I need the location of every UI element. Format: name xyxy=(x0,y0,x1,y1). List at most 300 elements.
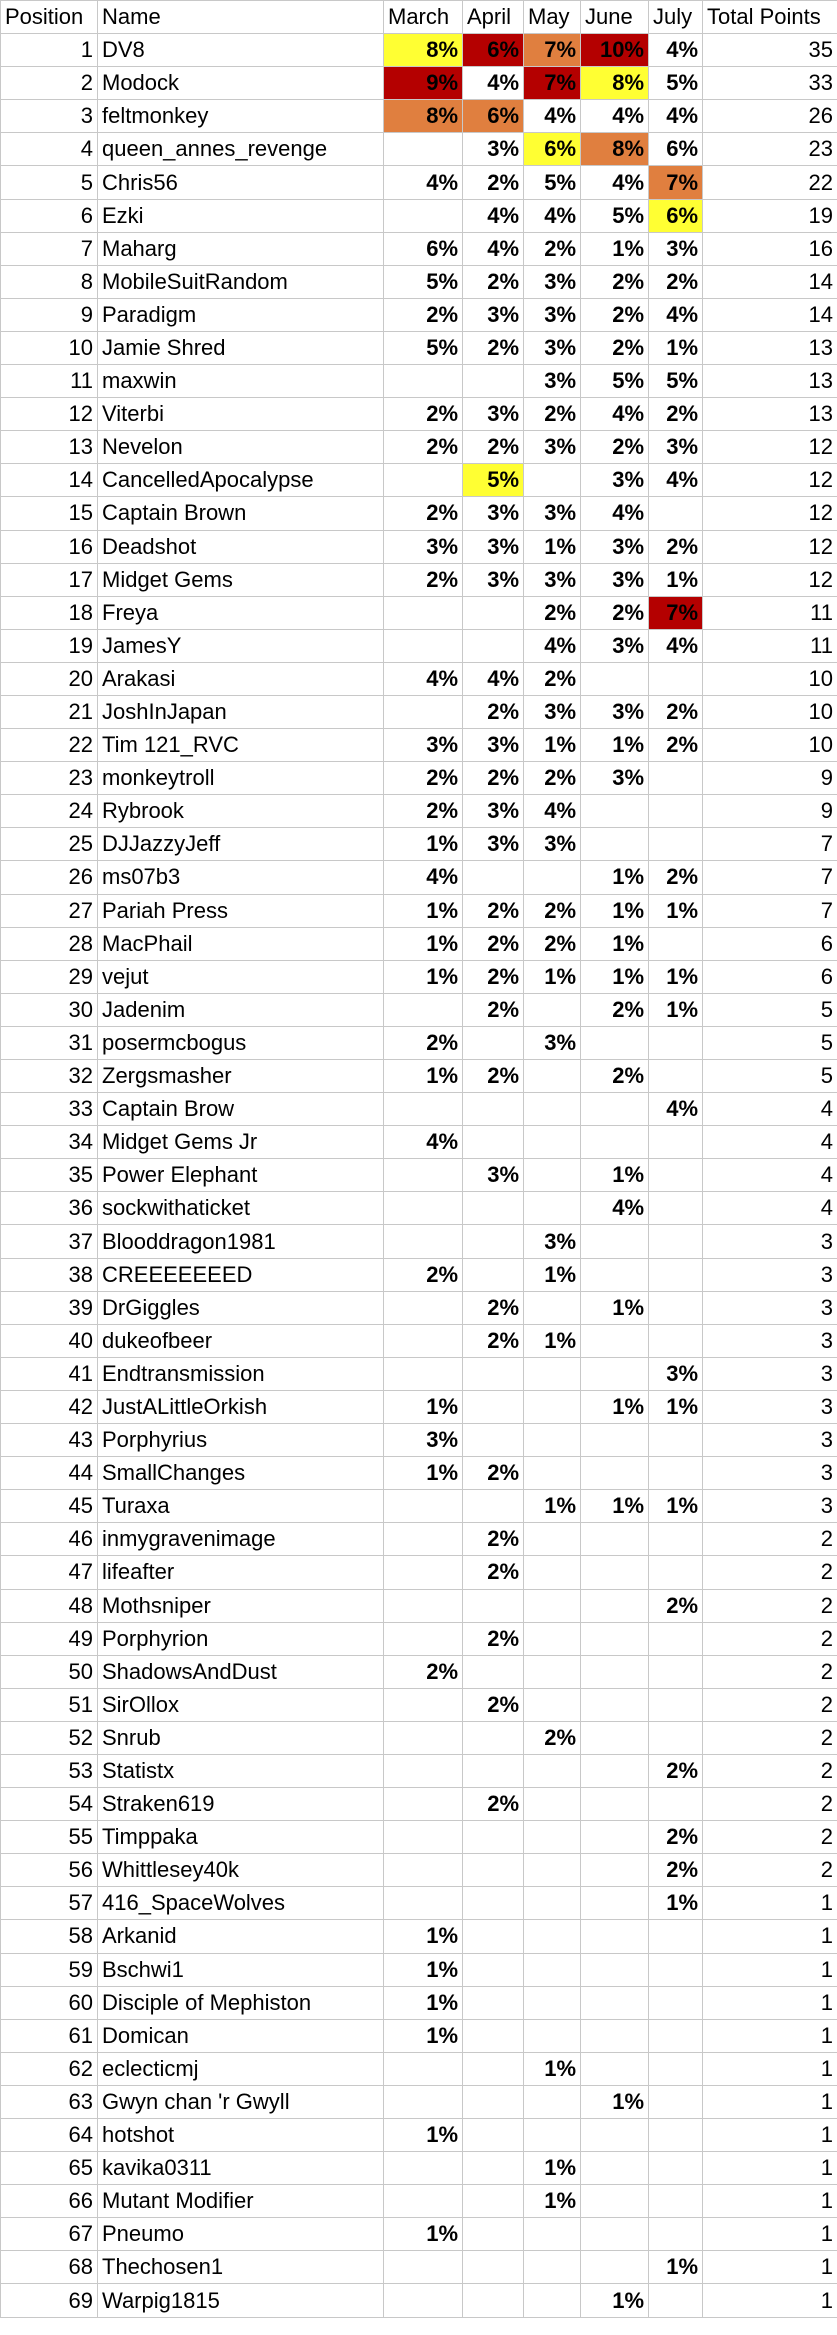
cell-march[interactable] xyxy=(384,1754,463,1787)
cell-april[interactable]: 3% xyxy=(463,298,524,331)
cell-june[interactable] xyxy=(581,1655,649,1688)
cell-name[interactable]: monkeytroll xyxy=(98,762,384,795)
cell-position[interactable]: 39 xyxy=(1,1291,98,1324)
cell-position[interactable]: 20 xyxy=(1,662,98,695)
cell-may[interactable]: 3% xyxy=(524,1225,581,1258)
cell-july[interactable] xyxy=(649,1291,703,1324)
cell-may[interactable]: 5% xyxy=(524,166,581,199)
cell-name[interactable]: eclecticmj xyxy=(98,2052,384,2085)
cell-march[interactable]: 1% xyxy=(384,828,463,861)
cell-position[interactable]: 24 xyxy=(1,795,98,828)
cell-april[interactable] xyxy=(463,2251,524,2284)
cell-july[interactable] xyxy=(649,1622,703,1655)
cell-april[interactable] xyxy=(463,2185,524,2218)
cell-position[interactable]: 45 xyxy=(1,1490,98,1523)
cell-total-points[interactable]: 5 xyxy=(703,993,837,1026)
cell-march[interactable] xyxy=(384,1324,463,1357)
cell-july[interactable]: 2% xyxy=(649,729,703,762)
cell-may[interactable] xyxy=(524,1887,581,1920)
cell-march[interactable]: 3% xyxy=(384,1424,463,1457)
cell-july[interactable]: 2% xyxy=(649,1589,703,1622)
cell-july[interactable]: 5% xyxy=(649,365,703,398)
cell-name[interactable]: DrGiggles xyxy=(98,1291,384,1324)
cell-name[interactable]: ms07b3 xyxy=(98,861,384,894)
cell-april[interactable]: 6% xyxy=(463,34,524,67)
cell-march[interactable] xyxy=(384,1622,463,1655)
cell-april[interactable]: 6% xyxy=(463,100,524,133)
cell-june[interactable] xyxy=(581,2019,649,2052)
cell-may[interactable]: 2% xyxy=(524,398,581,431)
cell-total-points[interactable]: 3 xyxy=(703,1457,837,1490)
cell-total-points[interactable]: 1 xyxy=(703,1953,837,1986)
cell-march[interactable] xyxy=(384,464,463,497)
cell-july[interactable] xyxy=(649,1655,703,1688)
cell-june[interactable] xyxy=(581,2119,649,2152)
cell-position[interactable]: 52 xyxy=(1,1721,98,1754)
cell-name[interactable]: Warpig1815 xyxy=(98,2284,384,2317)
cell-total-points[interactable]: 2 xyxy=(703,1754,837,1787)
cell-june[interactable]: 1% xyxy=(581,960,649,993)
cell-june[interactable]: 1% xyxy=(581,894,649,927)
cell-position[interactable]: 43 xyxy=(1,1424,98,1457)
cell-march[interactable]: 5% xyxy=(384,331,463,364)
cell-name[interactable]: Turaxa xyxy=(98,1490,384,1523)
cell-july[interactable]: 6% xyxy=(649,133,703,166)
cell-april[interactable] xyxy=(463,1490,524,1523)
cell-name[interactable]: dukeofbeer xyxy=(98,1324,384,1357)
cell-may[interactable]: 1% xyxy=(524,960,581,993)
cell-position[interactable]: 1 xyxy=(1,34,98,67)
cell-may[interactable]: 3% xyxy=(524,497,581,530)
cell-position[interactable]: 22 xyxy=(1,729,98,762)
cell-april[interactable]: 3% xyxy=(463,1159,524,1192)
cell-july[interactable] xyxy=(649,1457,703,1490)
cell-may[interactable]: 2% xyxy=(524,1721,581,1754)
cell-june[interactable] xyxy=(581,1589,649,1622)
header-position[interactable]: Position xyxy=(1,1,98,34)
cell-june[interactable] xyxy=(581,1093,649,1126)
cell-march[interactable]: 5% xyxy=(384,265,463,298)
cell-july[interactable]: 7% xyxy=(649,596,703,629)
cell-june[interactable]: 1% xyxy=(581,232,649,265)
cell-may[interactable]: 2% xyxy=(524,762,581,795)
cell-april[interactable] xyxy=(463,2152,524,2185)
cell-april[interactable] xyxy=(463,1721,524,1754)
cell-july[interactable]: 1% xyxy=(649,563,703,596)
cell-total-points[interactable]: 13 xyxy=(703,365,837,398)
cell-march[interactable]: 2% xyxy=(384,1655,463,1688)
cell-position[interactable]: 9 xyxy=(1,298,98,331)
cell-march[interactable] xyxy=(384,1788,463,1821)
cell-march[interactable] xyxy=(384,1093,463,1126)
cell-july[interactable] xyxy=(649,1258,703,1291)
cell-march[interactable] xyxy=(384,2085,463,2118)
cell-total-points[interactable]: 11 xyxy=(703,596,837,629)
cell-june[interactable]: 5% xyxy=(581,365,649,398)
cell-july[interactable]: 2% xyxy=(649,1821,703,1854)
header-total-points[interactable]: Total Points xyxy=(703,1,837,34)
cell-position[interactable]: 42 xyxy=(1,1390,98,1423)
cell-march[interactable]: 8% xyxy=(384,100,463,133)
cell-total-points[interactable]: 13 xyxy=(703,331,837,364)
cell-name[interactable]: vejut xyxy=(98,960,384,993)
cell-may[interactable] xyxy=(524,2085,581,2118)
cell-may[interactable]: 3% xyxy=(524,298,581,331)
cell-name[interactable]: Power Elephant xyxy=(98,1159,384,1192)
cell-total-points[interactable]: 2 xyxy=(703,1788,837,1821)
cell-april[interactable]: 5% xyxy=(463,464,524,497)
cell-may[interactable] xyxy=(524,1390,581,1423)
cell-name[interactable]: Straken619 xyxy=(98,1788,384,1821)
cell-position[interactable]: 49 xyxy=(1,1622,98,1655)
cell-name[interactable]: Bschwi1 xyxy=(98,1953,384,1986)
cell-name[interactable]: Rybrook xyxy=(98,795,384,828)
cell-april[interactable] xyxy=(463,1357,524,1390)
cell-total-points[interactable]: 2 xyxy=(703,1854,837,1887)
cell-march[interactable]: 6% xyxy=(384,232,463,265)
cell-march[interactable]: 1% xyxy=(384,1457,463,1490)
cell-july[interactable]: 2% xyxy=(649,861,703,894)
cell-april[interactable]: 2% xyxy=(463,1788,524,1821)
cell-total-points[interactable]: 1 xyxy=(703,2119,837,2152)
cell-may[interactable]: 3% xyxy=(524,431,581,464)
cell-march[interactable]: 1% xyxy=(384,2019,463,2052)
cell-position[interactable]: 13 xyxy=(1,431,98,464)
cell-may[interactable] xyxy=(524,1589,581,1622)
cell-total-points[interactable]: 3 xyxy=(703,1291,837,1324)
cell-may[interactable]: 3% xyxy=(524,265,581,298)
cell-april[interactable]: 2% xyxy=(463,1324,524,1357)
cell-may[interactable]: 2% xyxy=(524,894,581,927)
cell-april[interactable]: 2% xyxy=(463,695,524,728)
cell-name[interactable]: Captain Brow xyxy=(98,1093,384,1126)
cell-march[interactable] xyxy=(384,1688,463,1721)
cell-name[interactable]: Viterbi xyxy=(98,398,384,431)
cell-march[interactable]: 2% xyxy=(384,431,463,464)
cell-may[interactable] xyxy=(524,1788,581,1821)
cell-position[interactable]: 46 xyxy=(1,1523,98,1556)
cell-july[interactable] xyxy=(649,2085,703,2118)
cell-june[interactable]: 1% xyxy=(581,2284,649,2317)
cell-june[interactable] xyxy=(581,2052,649,2085)
cell-may[interactable] xyxy=(524,861,581,894)
cell-name[interactable]: MobileSuitRandom xyxy=(98,265,384,298)
cell-position[interactable]: 38 xyxy=(1,1258,98,1291)
cell-july[interactable] xyxy=(649,1688,703,1721)
cell-total-points[interactable]: 2 xyxy=(703,1523,837,1556)
cell-april[interactable] xyxy=(463,1920,524,1953)
header-july[interactable]: July xyxy=(649,1,703,34)
cell-april[interactable]: 3% xyxy=(463,563,524,596)
cell-may[interactable]: 4% xyxy=(524,629,581,662)
cell-total-points[interactable]: 3 xyxy=(703,1390,837,1423)
cell-may[interactable]: 3% xyxy=(524,828,581,861)
cell-april[interactable] xyxy=(463,365,524,398)
cell-may[interactable] xyxy=(524,1192,581,1225)
cell-name[interactable]: JoshInJapan xyxy=(98,695,384,728)
cell-march[interactable]: 2% xyxy=(384,795,463,828)
cell-total-points[interactable]: 7 xyxy=(703,861,837,894)
cell-may[interactable] xyxy=(524,1093,581,1126)
cell-may[interactable]: 4% xyxy=(524,795,581,828)
cell-april[interactable] xyxy=(463,861,524,894)
cell-july[interactable]: 2% xyxy=(649,1854,703,1887)
cell-july[interactable]: 2% xyxy=(649,398,703,431)
cell-april[interactable]: 2% xyxy=(463,1688,524,1721)
cell-name[interactable]: Statistx xyxy=(98,1754,384,1787)
cell-total-points[interactable]: 2 xyxy=(703,1821,837,1854)
cell-may[interactable]: 2% xyxy=(524,927,581,960)
cell-july[interactable] xyxy=(649,2185,703,2218)
cell-may[interactable]: 1% xyxy=(524,729,581,762)
cell-may[interactable] xyxy=(524,1060,581,1093)
cell-position[interactable]: 41 xyxy=(1,1357,98,1390)
cell-april[interactable]: 3% xyxy=(463,497,524,530)
cell-april[interactable]: 2% xyxy=(463,927,524,960)
cell-position[interactable]: 4 xyxy=(1,133,98,166)
cell-april[interactable] xyxy=(463,1192,524,1225)
cell-march[interactable] xyxy=(384,596,463,629)
cell-march[interactable] xyxy=(384,1854,463,1887)
cell-march[interactable] xyxy=(384,1159,463,1192)
cell-position[interactable]: 44 xyxy=(1,1457,98,1490)
cell-march[interactable]: 1% xyxy=(384,2119,463,2152)
cell-june[interactable] xyxy=(581,2251,649,2284)
cell-june[interactable]: 2% xyxy=(581,298,649,331)
cell-name[interactable]: Domican xyxy=(98,2019,384,2052)
cell-april[interactable] xyxy=(463,1953,524,1986)
cell-total-points[interactable]: 3 xyxy=(703,1225,837,1258)
cell-july[interactable] xyxy=(649,1324,703,1357)
cell-total-points[interactable]: 9 xyxy=(703,795,837,828)
cell-position[interactable]: 53 xyxy=(1,1754,98,1787)
cell-position[interactable]: 61 xyxy=(1,2019,98,2052)
cell-total-points[interactable]: 2 xyxy=(703,1721,837,1754)
cell-april[interactable]: 2% xyxy=(463,894,524,927)
cell-may[interactable] xyxy=(524,1754,581,1787)
cell-july[interactable]: 3% xyxy=(649,431,703,464)
header-may[interactable]: May xyxy=(524,1,581,34)
cell-may[interactable] xyxy=(524,1821,581,1854)
cell-july[interactable]: 2% xyxy=(649,530,703,563)
cell-march[interactable]: 1% xyxy=(384,1390,463,1423)
cell-position[interactable]: 59 xyxy=(1,1953,98,1986)
cell-april[interactable]: 3% xyxy=(463,795,524,828)
cell-march[interactable]: 4% xyxy=(384,861,463,894)
cell-june[interactable] xyxy=(581,2152,649,2185)
cell-position[interactable]: 68 xyxy=(1,2251,98,2284)
cell-position[interactable]: 62 xyxy=(1,2052,98,2085)
cell-total-points[interactable]: 7 xyxy=(703,828,837,861)
cell-march[interactable]: 2% xyxy=(384,1026,463,1059)
cell-position[interactable]: 47 xyxy=(1,1556,98,1589)
cell-june[interactable] xyxy=(581,1556,649,1589)
cell-april[interactable]: 4% xyxy=(463,662,524,695)
cell-march[interactable] xyxy=(384,199,463,232)
cell-june[interactable] xyxy=(581,1887,649,1920)
cell-total-points[interactable]: 10 xyxy=(703,662,837,695)
cell-june[interactable] xyxy=(581,1920,649,1953)
cell-july[interactable] xyxy=(649,1126,703,1159)
cell-july[interactable] xyxy=(649,828,703,861)
cell-name[interactable]: lifeafter xyxy=(98,1556,384,1589)
cell-may[interactable]: 2% xyxy=(524,232,581,265)
cell-position[interactable]: 17 xyxy=(1,563,98,596)
cell-june[interactable]: 1% xyxy=(581,1291,649,1324)
cell-may[interactable] xyxy=(524,2119,581,2152)
cell-position[interactable]: 21 xyxy=(1,695,98,728)
cell-total-points[interactable]: 5 xyxy=(703,1060,837,1093)
cell-march[interactable]: 1% xyxy=(384,1920,463,1953)
cell-april[interactable] xyxy=(463,1854,524,1887)
cell-position[interactable]: 69 xyxy=(1,2284,98,2317)
cell-total-points[interactable]: 3 xyxy=(703,1324,837,1357)
cell-may[interactable] xyxy=(524,993,581,1026)
cell-may[interactable] xyxy=(524,2284,581,2317)
cell-may[interactable]: 7% xyxy=(524,67,581,100)
cell-april[interactable] xyxy=(463,596,524,629)
cell-july[interactable]: 3% xyxy=(649,1357,703,1390)
cell-may[interactable] xyxy=(524,1457,581,1490)
cell-total-points[interactable]: 2 xyxy=(703,1556,837,1589)
cell-name[interactable]: maxwin xyxy=(98,365,384,398)
cell-name[interactable]: Blooddragon1981 xyxy=(98,1225,384,1258)
cell-position[interactable]: 60 xyxy=(1,1986,98,2019)
cell-march[interactable] xyxy=(384,695,463,728)
cell-may[interactable] xyxy=(524,1523,581,1556)
cell-july[interactable]: 4% xyxy=(649,629,703,662)
cell-june[interactable] xyxy=(581,1225,649,1258)
cell-june[interactable] xyxy=(581,1424,649,1457)
cell-may[interactable]: 1% xyxy=(524,2185,581,2218)
cell-position[interactable]: 57 xyxy=(1,1887,98,1920)
cell-april[interactable]: 4% xyxy=(463,67,524,100)
cell-june[interactable]: 8% xyxy=(581,133,649,166)
cell-june[interactable] xyxy=(581,1854,649,1887)
cell-june[interactable]: 4% xyxy=(581,1192,649,1225)
cell-april[interactable]: 2% xyxy=(463,1291,524,1324)
header-march[interactable]: March xyxy=(384,1,463,34)
cell-total-points[interactable]: 22 xyxy=(703,166,837,199)
cell-april[interactable] xyxy=(463,1225,524,1258)
cell-june[interactable] xyxy=(581,1026,649,1059)
cell-july[interactable] xyxy=(649,497,703,530)
cell-march[interactable] xyxy=(384,2185,463,2218)
cell-july[interactable]: 1% xyxy=(649,993,703,1026)
cell-june[interactable] xyxy=(581,1986,649,2019)
cell-name[interactable]: Tim 121_RVC xyxy=(98,729,384,762)
cell-name[interactable]: Whittlesey40k xyxy=(98,1854,384,1887)
cell-june[interactable]: 1% xyxy=(581,1159,649,1192)
cell-june[interactable] xyxy=(581,1788,649,1821)
cell-may[interactable]: 4% xyxy=(524,199,581,232)
cell-name[interactable]: Freya xyxy=(98,596,384,629)
cell-total-points[interactable]: 1 xyxy=(703,2218,837,2251)
cell-july[interactable]: 4% xyxy=(649,464,703,497)
cell-name[interactable]: CREEEEEEED xyxy=(98,1258,384,1291)
cell-april[interactable] xyxy=(463,2218,524,2251)
cell-may[interactable]: 7% xyxy=(524,34,581,67)
cell-april[interactable] xyxy=(463,1093,524,1126)
cell-may[interactable]: 1% xyxy=(524,1324,581,1357)
cell-position[interactable]: 25 xyxy=(1,828,98,861)
cell-total-points[interactable]: 12 xyxy=(703,563,837,596)
cell-march[interactable]: 4% xyxy=(384,166,463,199)
cell-march[interactable] xyxy=(384,2052,463,2085)
cell-name[interactable]: Paradigm xyxy=(98,298,384,331)
cell-june[interactable]: 3% xyxy=(581,563,649,596)
cell-july[interactable]: 4% xyxy=(649,1093,703,1126)
cell-total-points[interactable]: 14 xyxy=(703,265,837,298)
cell-june[interactable]: 3% xyxy=(581,762,649,795)
cell-may[interactable]: 3% xyxy=(524,1026,581,1059)
cell-position[interactable]: 54 xyxy=(1,1788,98,1821)
cell-july[interactable]: 7% xyxy=(649,166,703,199)
cell-total-points[interactable]: 3 xyxy=(703,1357,837,1390)
cell-march[interactable]: 1% xyxy=(384,960,463,993)
cell-name[interactable]: MacPhail xyxy=(98,927,384,960)
cell-name[interactable]: sockwithaticket xyxy=(98,1192,384,1225)
cell-july[interactable]: 2% xyxy=(649,695,703,728)
cell-total-points[interactable]: 1 xyxy=(703,1887,837,1920)
cell-name[interactable]: SmallChanges xyxy=(98,1457,384,1490)
cell-july[interactable] xyxy=(649,795,703,828)
cell-july[interactable] xyxy=(649,1788,703,1821)
cell-april[interactable]: 2% xyxy=(463,331,524,364)
cell-june[interactable]: 1% xyxy=(581,927,649,960)
cell-march[interactable] xyxy=(384,1887,463,1920)
cell-june[interactable]: 2% xyxy=(581,993,649,1026)
cell-may[interactable]: 2% xyxy=(524,596,581,629)
cell-may[interactable]: 1% xyxy=(524,1490,581,1523)
cell-may[interactable]: 2% xyxy=(524,662,581,695)
header-name[interactable]: Name xyxy=(98,1,384,34)
cell-april[interactable]: 2% xyxy=(463,1556,524,1589)
cell-march[interactable]: 1% xyxy=(384,2218,463,2251)
cell-name[interactable]: feltmonkey xyxy=(98,100,384,133)
cell-name[interactable]: 416_SpaceWolves xyxy=(98,1887,384,1920)
cell-july[interactable]: 1% xyxy=(649,1887,703,1920)
cell-april[interactable]: 2% xyxy=(463,960,524,993)
cell-name[interactable]: Gwyn chan 'r Gwyll xyxy=(98,2085,384,2118)
cell-name[interactable]: CancelledApocalypse xyxy=(98,464,384,497)
cell-march[interactable] xyxy=(384,2152,463,2185)
cell-april[interactable] xyxy=(463,1390,524,1423)
cell-july[interactable] xyxy=(649,2284,703,2317)
cell-total-points[interactable]: 11 xyxy=(703,629,837,662)
header-june[interactable]: June xyxy=(581,1,649,34)
cell-total-points[interactable]: 1 xyxy=(703,2085,837,2118)
cell-name[interactable]: Arakasi xyxy=(98,662,384,695)
cell-june[interactable] xyxy=(581,795,649,828)
cell-may[interactable]: 3% xyxy=(524,695,581,728)
cell-june[interactable]: 2% xyxy=(581,431,649,464)
cell-june[interactable]: 10% xyxy=(581,34,649,67)
cell-march[interactable]: 1% xyxy=(384,1986,463,2019)
cell-july[interactable] xyxy=(649,1920,703,1953)
cell-june[interactable]: 4% xyxy=(581,100,649,133)
cell-position[interactable]: 16 xyxy=(1,530,98,563)
cell-june[interactable]: 3% xyxy=(581,695,649,728)
cell-total-points[interactable]: 9 xyxy=(703,762,837,795)
cell-june[interactable] xyxy=(581,1523,649,1556)
cell-july[interactable]: 1% xyxy=(649,1390,703,1423)
cell-name[interactable]: Mutant Modifier xyxy=(98,2185,384,2218)
cell-may[interactable] xyxy=(524,1622,581,1655)
cell-may[interactable] xyxy=(524,1159,581,1192)
cell-april[interactable] xyxy=(463,1589,524,1622)
cell-july[interactable]: 4% xyxy=(649,298,703,331)
